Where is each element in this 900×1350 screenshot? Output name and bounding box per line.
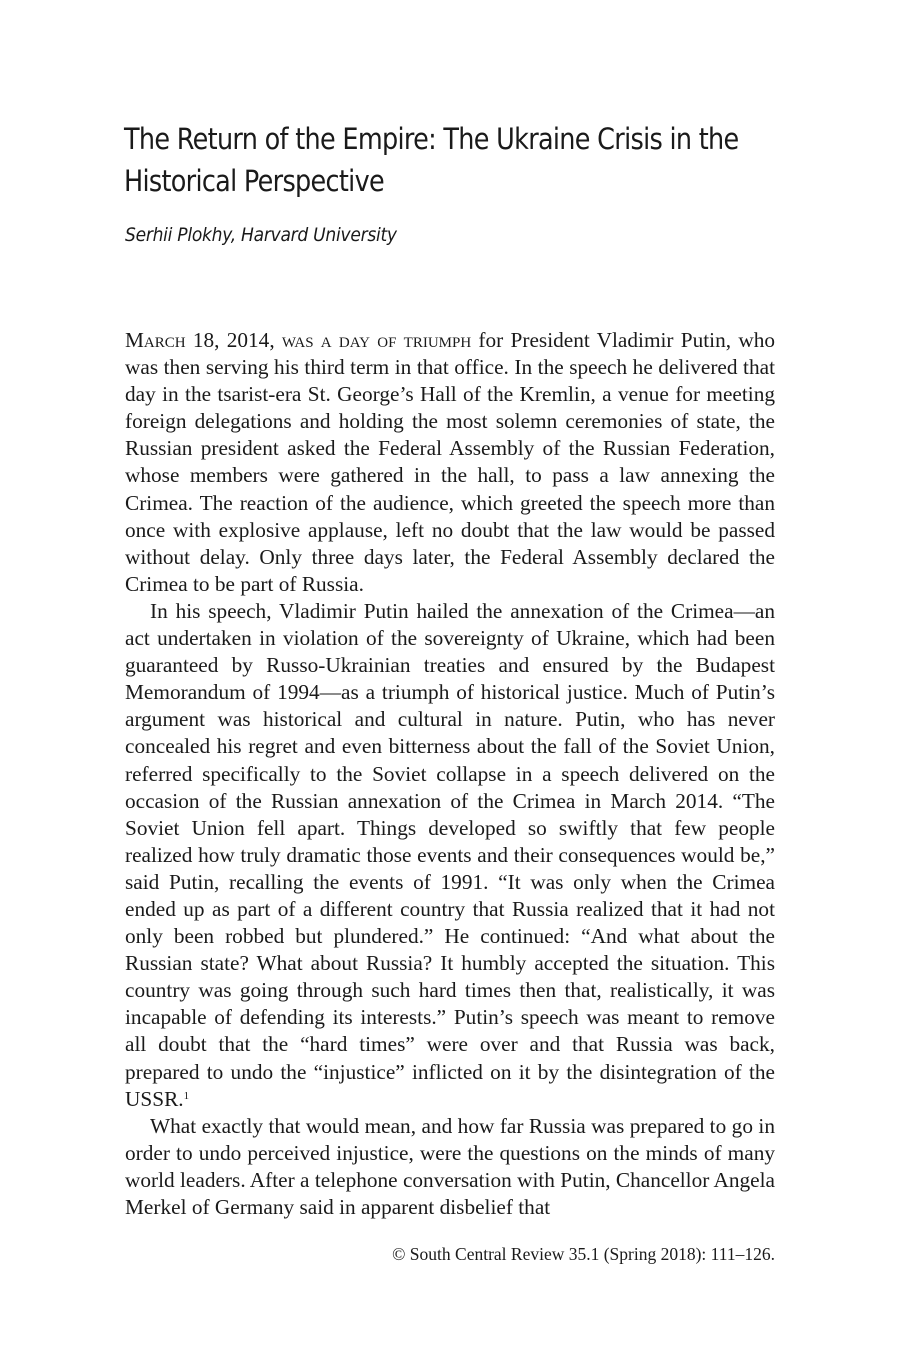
article-title: The Return of the Empire: The Ukraine Crisis in the Historical Perspective: [124, 122, 739, 198]
paragraph-3: [125, 1113, 775, 1221]
paragraph-2: [125, 598, 775, 1113]
paragraph-2-text: In his speech, Vladimir Putin hailed the annexation of the Crimea—an act undertaken in violation of the sovereignty of Ukraine, which had been guaranteed by Russo-Ukrainian treaties and ensured by the Budapest Memorandum of 1994—as a triumph of historical justice. Much of Putin’s argument was historical and cultural in nature. Putin, who has never concealed his regret and even bitterness about the fall of the Soviet Union, referred specifically to the Soviet collapse in a speech delivered on the occasion of the Russian annexation of the Crimea in March 2014. “The Soviet Union fell apart. Things developed so swiftly that few people realized how truly dramatic those events and their consequences would be,” said Putin, recalling the events of 1991. “It was only when the Crimea ended up as part of a different country that Russia realized that it had not only been robbed but plundered.” He continued: “And what about the Russian state? What about Russia? It humbly accepted the situation. This country was going through such hard times then that, realistically, it was incapable of defending its interests.” Putin’s speech was meant to remove all doubt that the “hard times” were over and that Russia was back, prepared to undo the “injustice” inflicted on it by the disintegration of the USSR.: [125, 598, 775, 1111]
paragraph-1-text: for President Vladimir Putin, who was then serving his third term in that office. In the speech he delivered that day in the tsarist-era St. George’s Hall of the Kremlin, a venue for meeting foreign delegations and holding the most solemn ceremonies of state, the Russian president asked the Federal Assembly of the Russian Federation, whose members were gathered in the hall, to pass a law annexing the Crimea. The reaction of the audience, which greeted the speech more than once with explosive applause, left no doubt that the law would be passed without delay. Only three days later, the Federal Assembly declared the Crimea to be part of Russia.: [125, 328, 775, 596]
author-affiliation: Serhii Plokhy, Harvard University: [125, 224, 397, 246]
paragraph-1: [125, 327, 775, 598]
footnote-marker[interactable]: 1: [183, 1089, 190, 1102]
paragraph-lead-in: March 18, 2014, was a day of triumph: [125, 328, 472, 352]
paragraph-3-text: What exactly that would mean, and how far Russia was prepared to go in order to undo perceived injustice, were the questions on the minds of many world leaders. After a telephone conversation with Putin, Chancellor Angela Merkel of Germany said in apparent disbelief that: [125, 1113, 775, 1219]
article-body: [125, 327, 775, 1221]
journal-citation: © South Central Review 35.1 (Spring 2018): 111–126.: [392, 1244, 775, 1264]
